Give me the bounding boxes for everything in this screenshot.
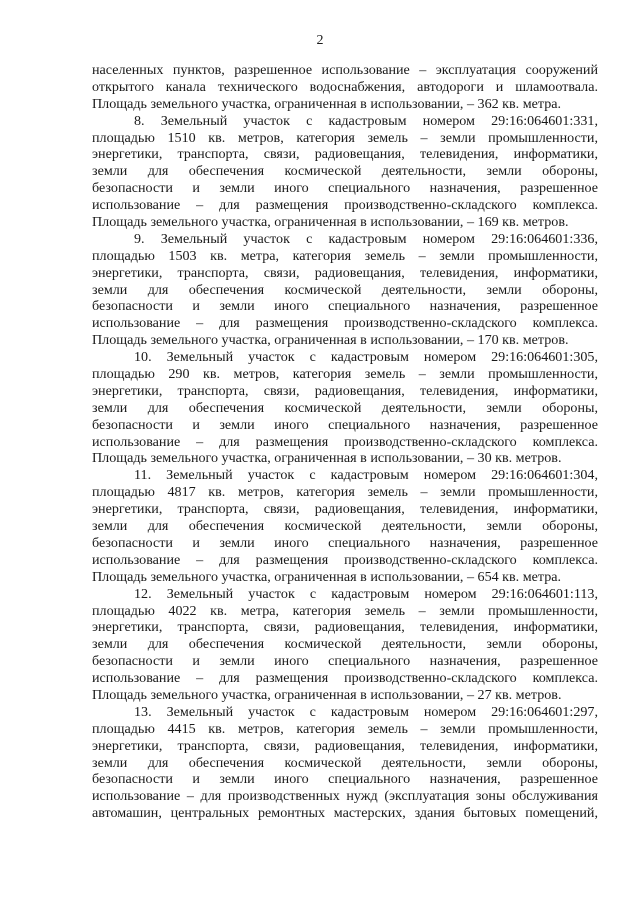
text-line: земли для обеспечения космической деятельности, земли обороны, <box>92 399 598 416</box>
text-line: автомашин, центральных ремонтных мастерских, здания бытовых помещений, <box>92 805 598 822</box>
document-body <box>92 62 598 822</box>
text-line: Площадь земельного участка, ограниченная в использовании, – 30 кв. метров. <box>92 450 562 467</box>
paragraph-first-line: 9. Земельный участок с кадастровым номером 29:16:064601:336, <box>134 230 598 247</box>
text-line: безопасности и земли иного специального назначения, разрешенное <box>92 180 598 197</box>
paragraph-first-line: 10. Земельный участок с кадастровым номером 29:16:064601:305, <box>134 349 598 366</box>
text-line: Площадь земельного участка, ограниченная в использовании, – 362 кв. метра. <box>92 95 562 112</box>
text-line: земли для обеспечения космической деятельности, земли обороны, <box>92 163 598 180</box>
text-line: энергетики, транспорта, связи, радиовещания, телевидения, информатики, <box>92 501 598 518</box>
text-line: площадью 1503 кв. метра, категория земель – земли промышленности, <box>92 247 598 264</box>
text-line: земли для обеспечения космической деятельности, земли обороны, <box>92 754 598 771</box>
text-line: энергетики, транспорта, связи, радиовещания, телевидения, информатики, <box>92 737 598 754</box>
text-line: использование – для размещения производственно-складского комплекса. <box>92 433 598 450</box>
text-line: использование – для размещения производственно-складского комплекса. <box>92 551 598 568</box>
text-line: безопасности и земли иного специального назначения, разрешенное <box>92 416 598 433</box>
text-line: земли для обеспечения космической деятельности, земли обороны, <box>92 281 598 298</box>
text-line: Площадь земельного участка, ограниченная в использовании, – 27 кв. метров. <box>92 686 562 703</box>
text-line: земли для обеспечения космической деятельности, земли обороны, <box>92 518 598 535</box>
text-line: безопасности и земли иного специального назначения, разрешенное <box>92 534 598 551</box>
text-line: площадью 290 кв. метров, категория земель – земли промышленности, <box>92 366 598 383</box>
text-line: площадью 4022 кв. метра, категория земель – земли промышленности, <box>92 602 598 619</box>
text-line: использование – для размещения производственно-складского комплекса. <box>92 197 598 214</box>
text-line: открытого канала технического водоснабжения, автодороги и шламоотвала. <box>92 78 598 95</box>
text-line: использование – для производственных нужд (эксплуатация зоны обслуживания <box>92 788 598 805</box>
text-line: Площадь земельного участка, ограниченная в использовании, – 169 кв. метров. <box>92 214 569 231</box>
text-line: безопасности и земли иного специального назначения, разрешенное <box>92 771 598 788</box>
text-line: энергетики, транспорта, связи, радиовещания, телевидения, информатики, <box>92 382 598 399</box>
text-line: площадью 4817 кв. метров, категория земель – земли промышленности, <box>92 484 598 501</box>
text-line: использование – для размещения производственно-складского комплекса. <box>92 670 598 687</box>
text-line: безопасности и земли иного специального назначения, разрешенное <box>92 298 598 315</box>
paragraph-first-line: 12. Земельный участок с кадастровым номером 29:16:064601:113, <box>134 585 598 602</box>
text-line: безопасности и земли иного специального назначения, разрешенное <box>92 653 598 670</box>
text-line: энергетики, транспорта, связи, радиовещания, телевидения, информатики, <box>92 264 598 281</box>
text-line: площадью 1510 кв. метров, категория земель – земли промышленности, <box>92 129 598 146</box>
text-line: земли для обеспечения космической деятельности, земли обороны, <box>92 636 598 653</box>
text-line: энергетики, транспорта, связи, радиовещания, телевидения, информатики, <box>92 146 598 163</box>
page-number: 2 <box>316 33 324 48</box>
text-line: площадью 4415 кв. метров, категория земель – земли промышленности, <box>92 720 598 737</box>
text-line: населенных пунктов, разрешенное использование – эксплуатация сооружений <box>92 62 598 78</box>
paragraph-first-line: 13. Земельный участок с кадастровым номером 29:16:064601:297, <box>134 703 598 720</box>
paragraph-first-line: 11. Земельный участок с кадастровым номером 29:16:064601:304, <box>134 467 598 484</box>
text-line: использование – для размещения производственно-складского комплекса. <box>92 315 598 332</box>
text-line: энергетики, транспорта, связи, радиовещания, телевидения, информатики, <box>92 619 598 636</box>
text-line: Площадь земельного участка, ограниченная в использовании, – 170 кв. метров. <box>92 332 569 349</box>
text-line: Площадь земельного участка, ограниченная в использовании, – 654 кв. метра. <box>92 568 562 585</box>
paragraph-first-line: 8. Земельный участок с кадастровым номером 29:16:064601:331, <box>134 112 598 129</box>
